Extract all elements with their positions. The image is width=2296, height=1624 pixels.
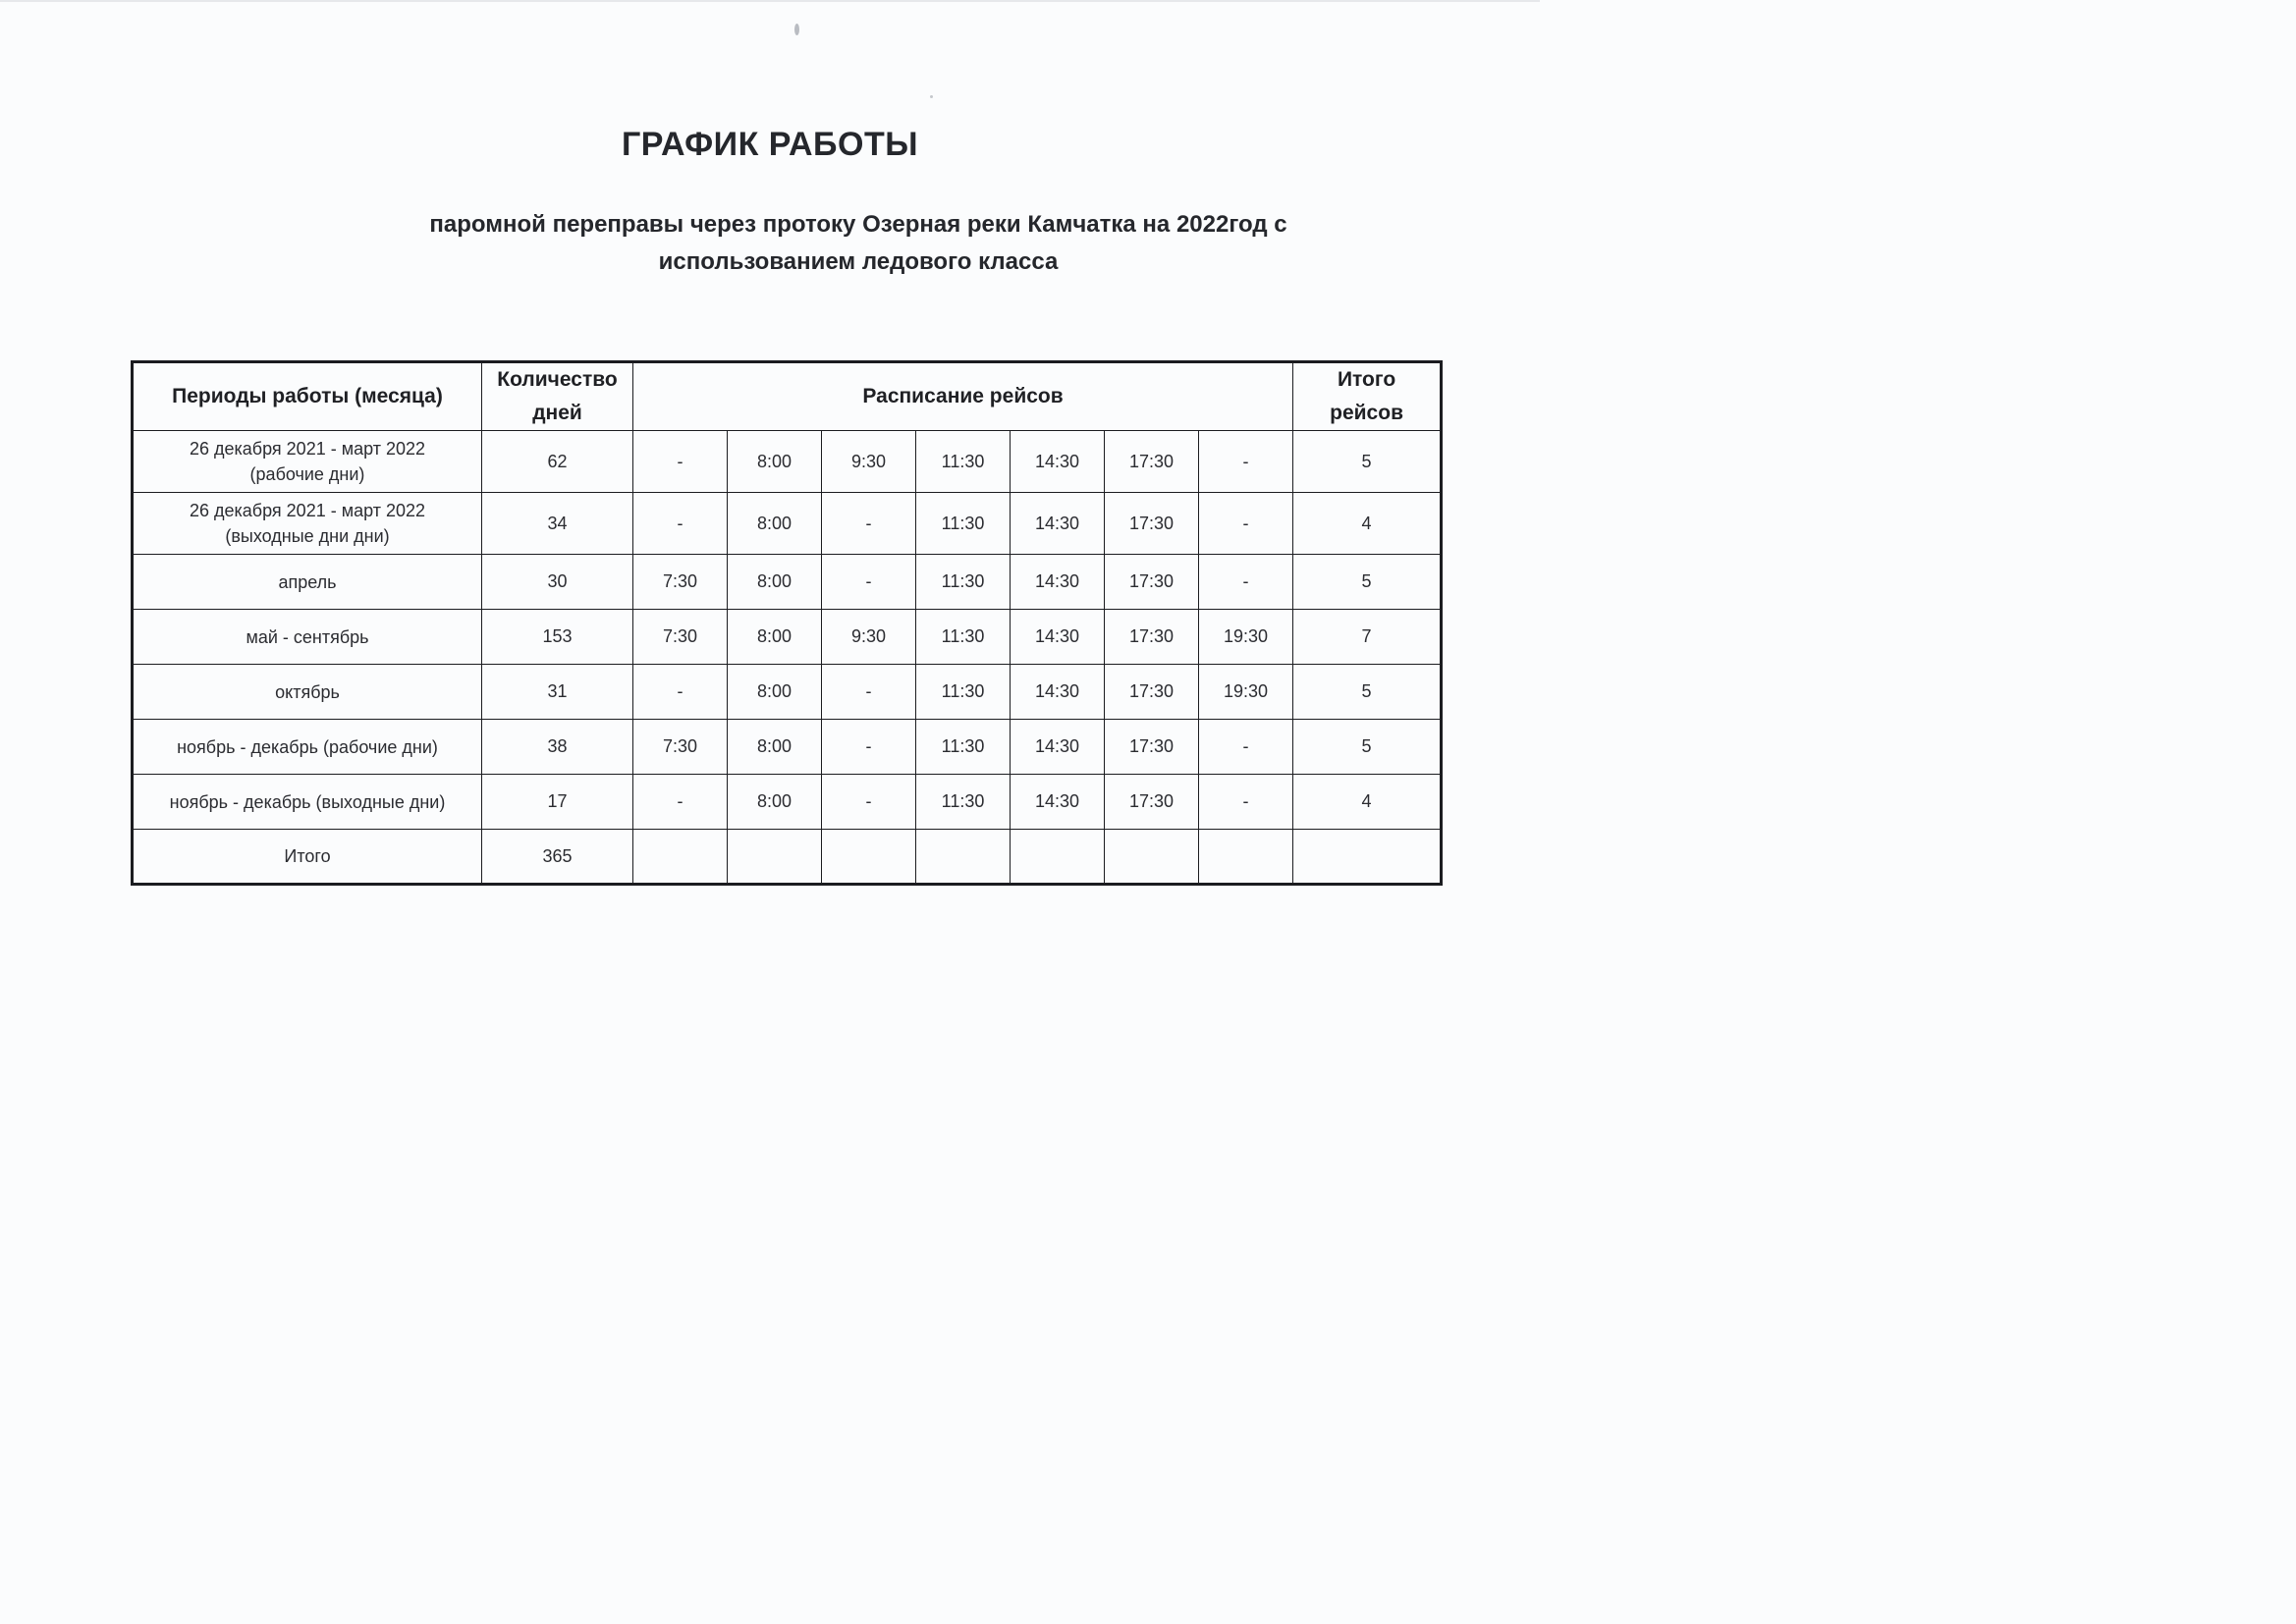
row-departure-time: 11:30 [916,610,1011,665]
row-departure-time: - [822,493,916,555]
row-departure-time: 17:30 [1105,665,1199,720]
row-departure-time: 14:30 [1011,665,1105,720]
footer-label: Итого [133,830,482,885]
table-row [133,555,1442,610]
document-subtitle [379,206,1338,281]
row-period [133,665,482,720]
header-total [1293,362,1442,431]
scan-artifact-mark [794,24,799,35]
row-days: 34 [482,493,633,555]
row-departure-time: 9:30 [822,610,916,665]
row-departure-time: 11:30 [916,720,1011,775]
row-departure-time: 14:30 [1011,555,1105,610]
row-period-line1: май - сентябрь [246,626,369,647]
row-departure-time: - [1199,493,1293,555]
row-total-trips: 5 [1293,431,1442,493]
row-departure-time: 11:30 [916,555,1011,610]
row-period [133,775,482,830]
subtitle-line-2: использованием ледового класса [658,248,1059,275]
row-total-trips: 7 [1293,610,1442,665]
row-departure-time: 14:30 [1011,610,1105,665]
row-departure-time: 17:30 [1105,775,1199,830]
row-departure-time: - [633,775,728,830]
row-days: 62 [482,431,633,493]
table-row [133,775,1442,830]
row-departure-time: 8:00 [728,610,822,665]
row-departure-time: 17:30 [1105,720,1199,775]
row-period-line1: апрель [278,571,337,592]
row-period-line2: (рабочие дни) [249,464,365,484]
row-departure-time: 17:30 [1105,493,1199,555]
row-departure-time: - [1199,720,1293,775]
footer-empty-cell [822,830,916,885]
row-departure-time: 8:00 [728,431,822,493]
row-departure-time: 11:30 [916,431,1011,493]
row-total-trips: 5 [1293,555,1442,610]
document-title: ГРАФИК РАБОТЫ [621,126,918,163]
table-row [133,431,1442,493]
header-days [482,362,633,431]
table-row [133,493,1442,555]
row-departure-time: 11:30 [916,775,1011,830]
table-row [133,610,1442,665]
header-schedule: Расписание рейсов [633,362,1293,431]
row-departure-time: - [633,665,728,720]
row-period [133,555,482,610]
row-departure-time: 14:30 [1011,720,1105,775]
row-departure-time: 7:30 [633,610,728,665]
row-period-line2: (выходные дни дни) [225,526,390,546]
row-departure-time: 11:30 [916,665,1011,720]
row-departure-time: 7:30 [633,720,728,775]
table-header-row [133,362,1442,431]
footer-days: 365 [482,830,633,885]
row-departure-time: 9:30 [822,431,916,493]
row-departure-time: 19:30 [1199,610,1293,665]
table-footer-row [133,830,1442,885]
row-total-trips: 5 [1293,720,1442,775]
row-period-line1: ноябрь - декабрь (выходные дни) [169,791,446,812]
row-departure-time: - [822,555,916,610]
row-total-trips: 4 [1293,493,1442,555]
row-departure-time: 17:30 [1105,610,1199,665]
row-departure-time: 11:30 [916,493,1011,555]
row-departure-time: - [822,665,916,720]
row-departure-time: 19:30 [1199,665,1293,720]
row-period-line1: ноябрь - декабрь (рабочие дни) [177,736,438,757]
row-departure-time: 8:00 [728,555,822,610]
row-period [133,610,482,665]
header-days-line2: дней [532,402,582,424]
table-row [133,720,1442,775]
row-days: 17 [482,775,633,830]
schedule-table [131,360,1443,886]
header-total-line2: рейсов [1330,402,1403,424]
row-departure-time: 14:30 [1011,493,1105,555]
header-days-line1: Количество [497,368,618,391]
row-period-line1: октябрь [275,681,340,702]
row-departure-time: 17:30 [1105,431,1199,493]
footer-empty-cell [728,830,822,885]
row-days: 31 [482,665,633,720]
footer-empty-cell [1293,830,1442,885]
row-departure-time: 8:00 [728,720,822,775]
row-departure-time: 7:30 [633,555,728,610]
footer-empty-cell [633,830,728,885]
footer-empty-cell [916,830,1011,885]
row-departure-time: - [633,431,728,493]
row-days: 30 [482,555,633,610]
table-row [133,665,1442,720]
row-departure-time: 14:30 [1011,431,1105,493]
row-departure-time: 17:30 [1105,555,1199,610]
row-departure-time: 14:30 [1011,775,1105,830]
row-days: 153 [482,610,633,665]
row-departure-time: - [1199,775,1293,830]
row-total-trips: 4 [1293,775,1442,830]
row-departure-time: 8:00 [728,493,822,555]
row-departure-time: - [822,775,916,830]
row-period-line1: 26 декабря 2021 - март 2022 [189,439,425,459]
footer-empty-cell [1011,830,1105,885]
header-period: Периоды работы (месяца) [133,362,482,431]
row-days: 38 [482,720,633,775]
row-departure-time: - [1199,555,1293,610]
row-period [133,431,482,493]
row-total-trips: 5 [1293,665,1442,720]
scan-top-edge [0,0,1540,2]
row-period [133,493,482,555]
row-departure-time: 8:00 [728,665,822,720]
header-total-line1: Итого [1337,368,1396,391]
row-departure-time: 8:00 [728,775,822,830]
footer-empty-cell [1199,830,1293,885]
row-period-line1: 26 декабря 2021 - март 2022 [189,501,425,520]
row-departure-time: - [822,720,916,775]
row-departure-time: - [633,493,728,555]
subtitle-line-1: паромной переправы через протоку Озерная реки Камчатка на 2022год с [429,211,1287,238]
footer-empty-cell [1105,830,1199,885]
row-period [133,720,482,775]
row-departure-time: - [1199,431,1293,493]
scan-artifact-dot [930,95,933,98]
